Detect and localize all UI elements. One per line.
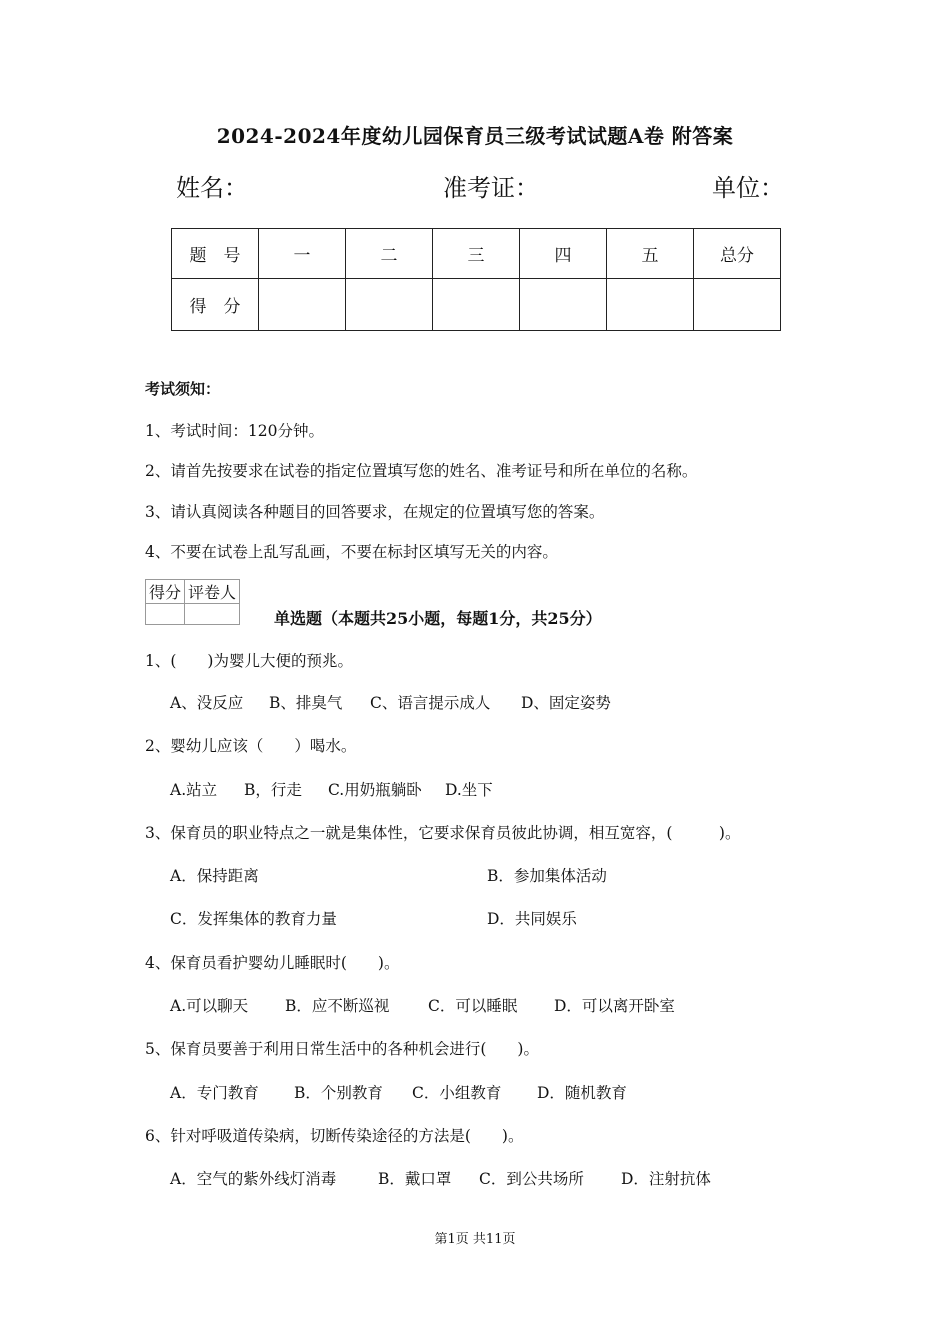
- score-cell[interactable]: [694, 279, 781, 331]
- unit-field-label: 单位：: [712, 174, 784, 202]
- score-table-header-label: 题 号: [172, 229, 259, 279]
- q6-option-c: C．到公共场所: [479, 1170, 584, 1188]
- question-3: 3、保育员的职业特点之一就是集体性，它要求保育员彼此协调，相互宽容，( )。: [145, 824, 741, 842]
- question-2: 2、婴幼儿应该（ ）喝水。: [145, 737, 357, 755]
- document-title: 2024-2024年度幼儿园保育员三级考试试题A卷 附答案: [216, 124, 734, 148]
- page-number-footer: 第1页 共11页: [434, 1232, 516, 1247]
- notice-item: 1、考试时间：120分钟。: [145, 422, 324, 440]
- score-cell[interactable]: [607, 279, 694, 331]
- score-table-score-label: 得 分: [172, 279, 259, 331]
- score-table-score-row: [172, 279, 781, 331]
- q1-option-b: B、排臭气: [269, 694, 343, 712]
- grader-box-score-cell[interactable]: [146, 604, 185, 625]
- score-table-header-row: [172, 229, 781, 279]
- q4-option-b: B．应不断巡视: [285, 997, 390, 1015]
- score-cell[interactable]: [520, 279, 607, 331]
- notice-item: 3、请认真阅读各种题目的回答要求，在规定的位置填写您的答案。: [145, 503, 605, 521]
- question-5: 5、保育员要善于利用日常生活中的各种机会进行( )。: [145, 1040, 539, 1058]
- question-6: 6、针对呼吸道传染病，切断传染途径的方法是( )。: [145, 1127, 524, 1145]
- score-cell[interactable]: [433, 279, 520, 331]
- grader-box-score-label: 得分: [146, 580, 185, 604]
- exam-id-field-label: 准考证：: [443, 174, 539, 202]
- q6-option-d: D．注射抗体: [621, 1170, 711, 1188]
- score-table-col-4: 四: [520, 229, 607, 279]
- q1-option-a: A、没反应: [170, 694, 244, 712]
- q3-option-c: C．发挥集体的教育力量: [170, 910, 337, 928]
- section-title: 单选题（本题共25小题，每题1分，共25分）: [274, 609, 602, 628]
- score-table-col-1: 一: [259, 229, 346, 279]
- question-4: 4、保育员看护婴幼儿睡眠时( )。: [145, 954, 400, 972]
- grader-box-grader-label: 评卷人: [185, 580, 240, 604]
- q3-option-b: B．参加集体活动: [487, 867, 607, 885]
- score-cell[interactable]: [346, 279, 433, 331]
- score-cell[interactable]: [259, 279, 346, 331]
- q6-option-b: B．戴口罩: [378, 1170, 452, 1188]
- q2-option-a: A.站立: [170, 781, 218, 799]
- q5-option-b: B．个别教育: [294, 1084, 383, 1102]
- grader-box: [145, 579, 240, 625]
- notice-heading: 考试须知：: [145, 380, 221, 398]
- q2-option-c: C.用奶瓶躺卧: [328, 781, 422, 799]
- grader-box-grader-cell[interactable]: [185, 604, 240, 625]
- q1-option-d: D、固定姿势: [521, 694, 611, 712]
- score-table-col-3: 三: [433, 229, 520, 279]
- score-table-col-2: 二: [346, 229, 433, 279]
- score-table-col-total: 总分: [694, 229, 781, 279]
- q2-option-b: B，行走: [244, 781, 302, 799]
- question-1: 1、( )为婴儿大便的预兆。: [145, 652, 353, 670]
- name-field-label: 姓名：: [176, 174, 248, 202]
- q3-option-a: A．保持距离: [170, 867, 259, 885]
- q4-option-d: D．可以离开卧室: [554, 997, 675, 1015]
- q1-option-c: C、语言提示成人: [370, 694, 491, 712]
- q6-option-a: A．空气的紫外线灯消毒: [170, 1170, 337, 1188]
- q3-option-d: D．共同娱乐: [487, 910, 577, 928]
- q5-option-c: C．小组教育: [412, 1084, 502, 1102]
- q2-option-d: D.坐下: [445, 781, 493, 799]
- score-table: [171, 228, 781, 331]
- q4-option-c: C．可以睡眠: [428, 997, 518, 1015]
- q5-option-d: D．随机教育: [537, 1084, 627, 1102]
- notice-item: 2、请首先按要求在试卷的指定位置填写您的姓名、准考证号和所在单位的名称。: [145, 462, 698, 480]
- q4-option-a: A.可以聊天: [170, 997, 249, 1015]
- q5-option-a: A．专门教育: [170, 1084, 259, 1102]
- notice-item: 4、不要在试卷上乱写乱画，不要在标封区填写无关的内容。: [145, 543, 558, 561]
- score-table-col-5: 五: [607, 229, 694, 279]
